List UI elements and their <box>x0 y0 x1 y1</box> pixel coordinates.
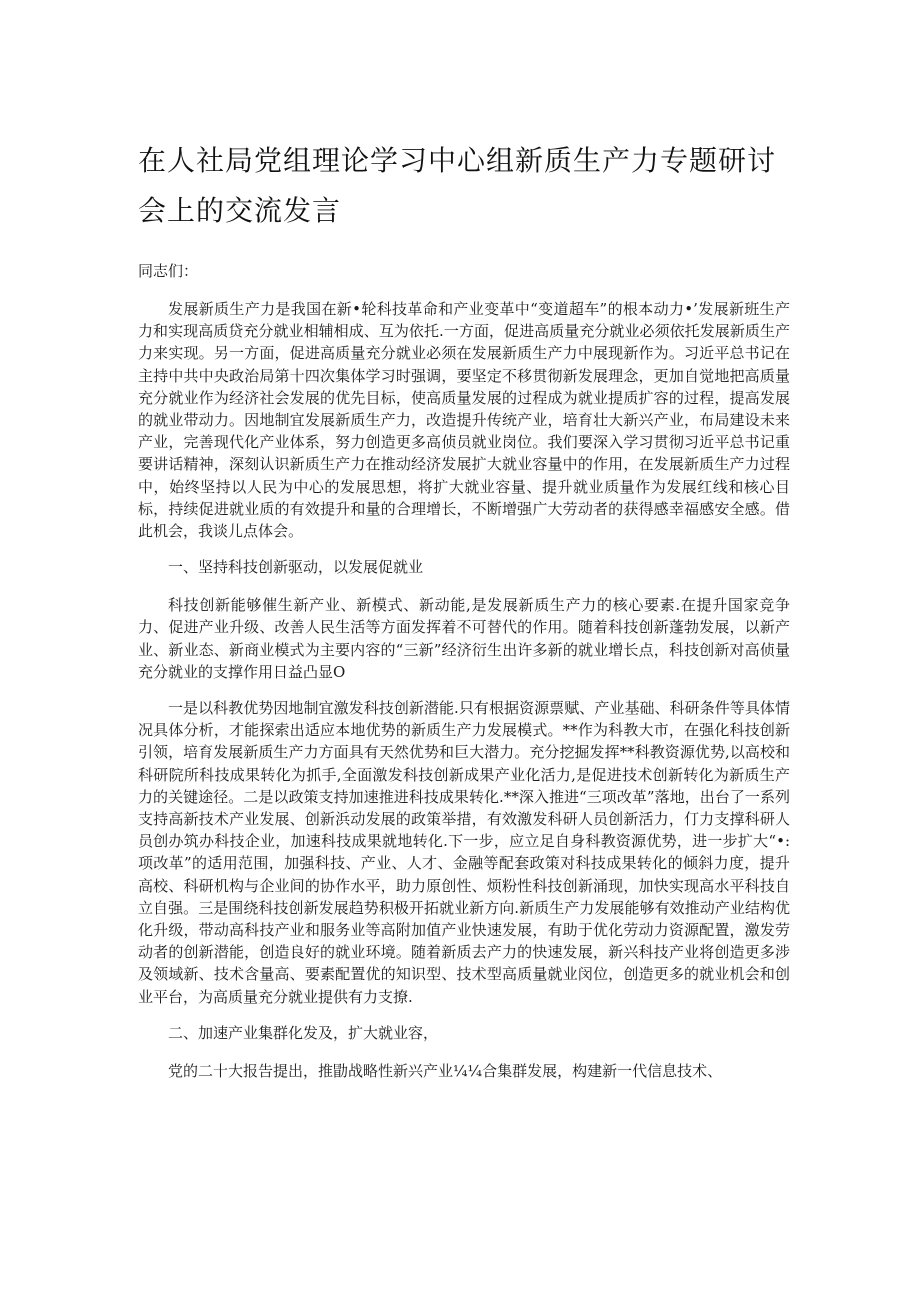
document-page <box>138 136 790 1096</box>
paragraph-section-1-intro: 科技创新能够催生新产业、新模式、新动能,是发展新质生产力的核心要素.在提升国家竞争力、促进产业升级、改善人民生活等方面发挥着不可替代的作用。随着科技创新蓬勃发展，以新产业、新业态、新商业模式为主要内容的“三新”经济衍生出许多新的就业增长点，科技创新对高侦量充分就业的支撑作用日益凸显O <box>138 596 790 681</box>
paragraph-section-1-points: 一是以科教优势因地制宜激发科技创新潜能.只有根据资源票赋、产业基础、科研条件等具体情况具体分析，才能探索出适应本地优势的新质生产力发展模式。**作为科教大市，在强化科技创新引领，培育发展新质生产力方面具有天然优势和巨大潜力。充分挖掘发挥**科教资源优势,以高校和科研院所科技成果转化为抓手,全面激发科技创新成果产业化活力,是促进技术创新转化为新质生产力的关键途径。二是以政策支持加速推进科技成果转化.**深入推进“三项改革”落地，出台了一系列支持高新技术产业发展、创新浜动发展的政策举措，有效激发科研人员创新活力，仃力支撑科研人员创办筑办科技企业，加速科技成果就地转化.下一步，应立足自身科教资源优势，进一步扩大“•:项改革”的适用范围，加强科技、产业、人才、金融等配套政策对科技成果转化的倾斜力度，提升高校、科研机构与企业间的协作水平，助力原创性、烦粉性科技创新涌现，加快实现高水平科技自立自强。三是围绕科技创新发展趋势积极开拓就业新方向.新质生产力发展能够有效推动产业结构优化升级，带动高科技产业和服务业等高附加值产业快速发展，有助于优化劳动力资源配置，激发劳动者的创新潜能，创造良好的就业环境。随着新质去产力的快速发展，新兴科技产业将创造更多涉及领域新、技术含量高、要素配置优的知识型、技术型高质量就业闵位，创造更多的就业机会和创业平台，为高质量充分就业提供有力支撩. <box>138 699 790 1006</box>
document-title: 在人社局党组理论学习中心组新质生产力专题研讨会上的交流发言 <box>138 144 777 227</box>
salutation: 同志们： <box>138 262 199 280</box>
paragraph-section-2-intro: 党的二十大报告提出，推勖战略性新兴产业¼¼合集群发展，构建新一代信息技术、 <box>168 1061 723 1080</box>
paragraph-intro: 发展新质生产力是我国在新•轮科技革命和产业变革中“变道超车”的根本动力•’发展新班生产力和实现高质贷充分就业相辅相成、互为依托.一方面，促进高质量充分就业必须依托发展新质生产力来实现。另一方面，促进高质量充分就业必须在发展新质生产力中展现新作为。习近平总书记在主持中共中央政治局第十四次集体学习时强调，要坚定不移贯彻新发展理念，更加自觉地把高质量充分就业作为经济社会发展的优先目标，使高质量发展的过程成为就业提质扩容的过程，提高发展的就业带动力。因地制宜发展新质生产力，改造提升传统产业，培育壮大新兴产业，布局建设未来产业，完善现代化产业体系，努力创造更多高侦员就业岗位。我们要深入学习贯彻习近平总书记重要讲话精神，深刻认识新质生产力在推动经济发展扩大就业容量中的作用，在发展新质生产力过程中，始终坚持以人民为中心的发展思想，将扩大就业容量、提升就业质量作为发展红线和核心目标，持续促进就业质的有效提升和量的合理增长，不断增强广大劳动者的获得感幸福感安全感。借此机会，我谈儿点体会。 <box>138 300 790 541</box>
section-heading-1: 一、坚持科技创新驱动，以发展促就业 <box>168 558 424 577</box>
section-heading-2: 二、加速产业集群化发及，扩大就业容， <box>168 1023 439 1042</box>
